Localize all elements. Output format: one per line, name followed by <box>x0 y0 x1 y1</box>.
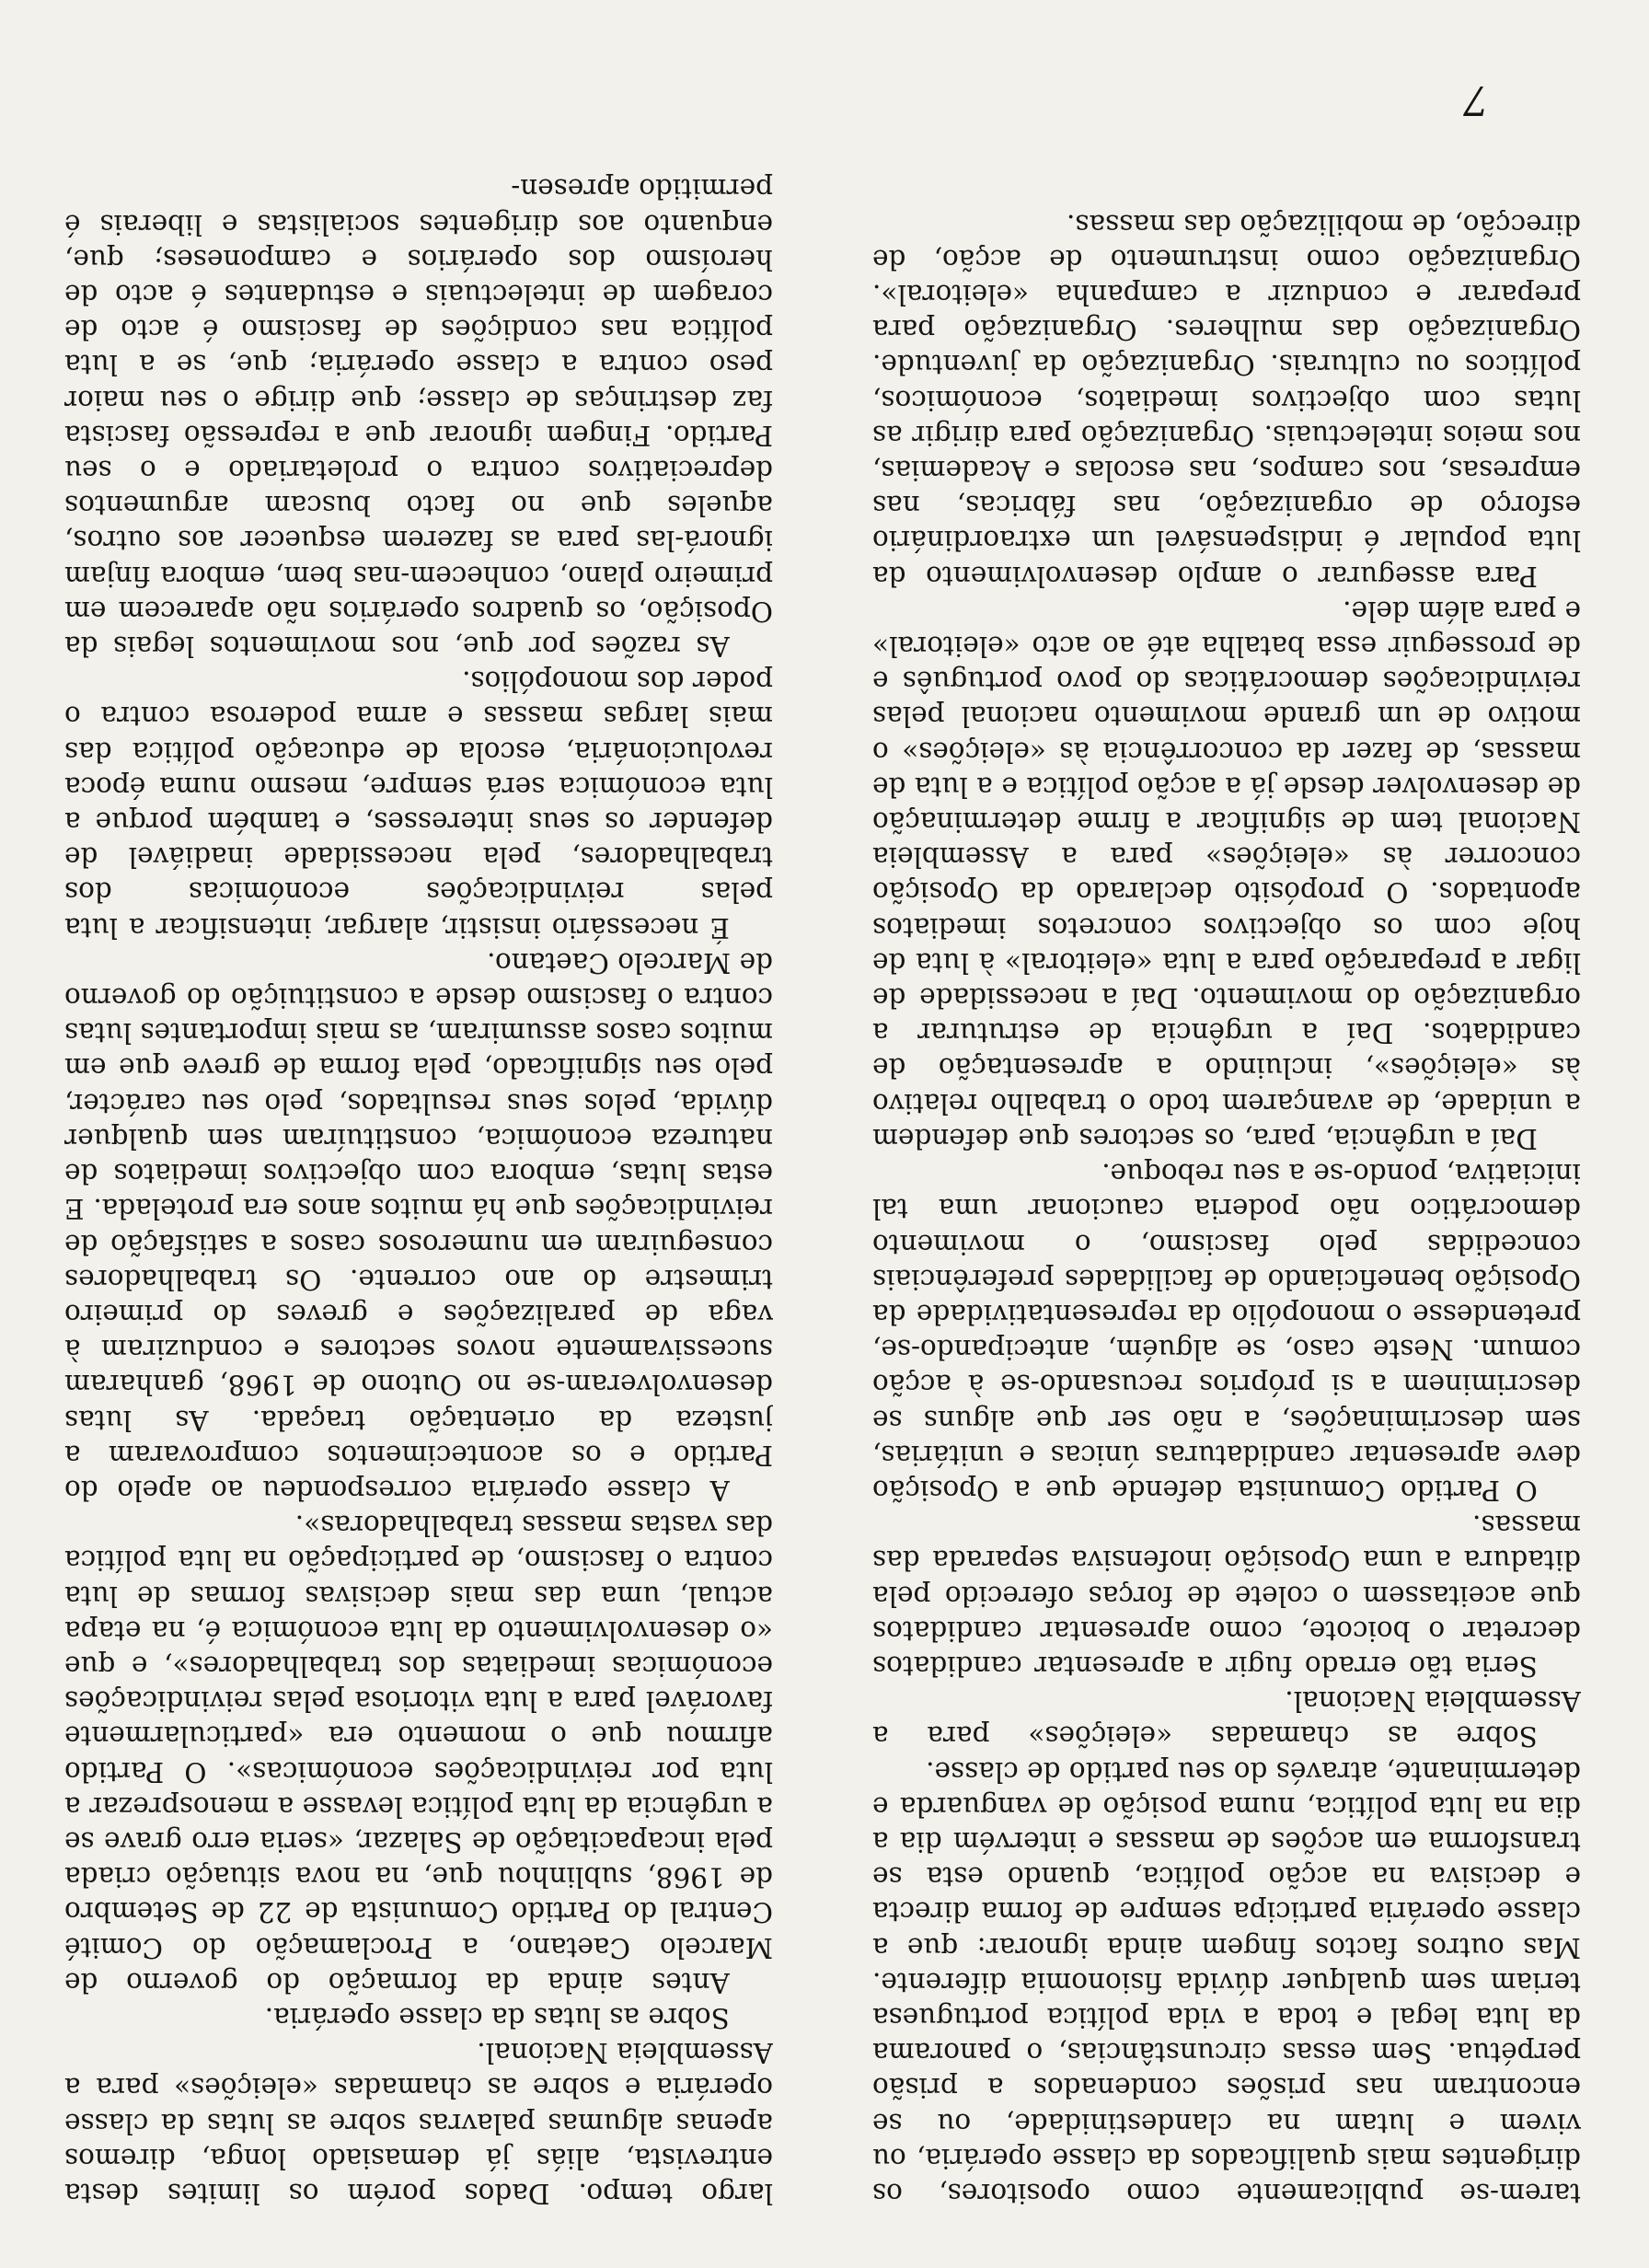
paragraph: largo tempo. Dados porém os limites desta entrevista, aliás já demasiado longa, diremos apenas algumas palavras sobre as lutas da classe operária e sobre as chamadas «eleições» para a Assembleia Nacional. <box>64 2037 773 2209</box>
paragraph: A classe operária correspondeu ao apelo do Partido e os acontecimentos comprovaram a justeza da orientação traçada. As lutas desenvolveram-se no Outono de 1968, ganharam sucessivamente novos sectores e conduziram à vaga de paralizações e greves do primeiro trimestre do ano corrente. Os trabalhadores conseguiram em numerosos casos a satisfação de reivindicações que há muitos anos era protelada. E estas lutas, embora com objectivos imediatos de natureza económica, constituíram sem qualquer dúvida, pelos seus resultados, pelo seu carácter, pelo seu significado, pela forma de greve que em muitos casos assumiram, as mais importantes lutas contra o fascismo desde a constituição do governo de Marcelo Caetano. <box>64 946 773 1506</box>
column-right <box>64 66 773 2211</box>
paragraph: tarem-se publicamente como opositores, os dirigentes mais qualificados da classe operária, ou vivem e lutam na clandestinidade, ou se encontram nas prisões condenados a prisão perpétua. Sem essas circunstâncias, o panorama da luta legal e toda a vida política portuguesa teriam sem qualquer dúvida fisionomia diferente. Mas outros factos fingem ainda ignorar: que a classe operária participa sempre de forma directa e decisiva na acção política, quando esta se transforma em acções de massas e intervém dia a dia na luta política, numa posição de vanguarda e determinante, através do seu partido de classe. <box>872 1755 1581 2209</box>
page-number: 7 <box>1463 76 1489 123</box>
paragraph: Daí a urgência, para, os sectores que defendem a unidade, de avançarem todo o trabalho relativo às «eleições», incluindo a apresentação de candidatos. Daí a urgência de estruturar a organização do movimento. Daí a necessidade de ligar a preparação para a luta «eleitoral» à luta de hoje com os objectivos concretos imediatos apontados. O propósito declarado da Oposição concorrer às «eleições» para a Assembleia Nacional tem de significar a firme determinação de desenvolver desde já a acção política e a luta de massas, de fazer da concorrência às «eleições» o motivo de um grande movimento nacional pelas reivindicações democráticas do povo português e de prosseguir essa batalha até ao acto «eleitoral» e para além dele. <box>872 595 1581 1154</box>
paragraph: As razões por que, nos movimentos legais da Oposição, os quadros operários não aparecem em primeiro plano, conhecem-nas bem, embora finjam ignorá-las para as fazerem esquecer aos outros, aqueles que no facto buscam argumentos depreciativos contra o proletariado e o seu Partido. Fingem ignorar que a repressão fascista faz destrinças de classe; que dirige o seu maior peso contra a classe operária; que, se a luta política nas condições de fascismo é acto de coragem de intelectuais e estudantes é acto de heroísmo dos operários e camponeses; que, enquanto aos dirigentes socialistas e liberais é permitido apresen- <box>64 173 773 663</box>
paragraph: Antes ainda da formação do governo de Marcelo Caetano, a Proclamação do Comité Central do Partido Comunista de 22 de Setembro de 1968, sublinhou que, na nova situação criada pela incapacitação de Salazar, «seria erro grave se a urgência da luta política levasse a menosprezar a luta por reivindicações económicas». O Partido afirmou que o momento era «particularmente favorável para a luta vitoriosa pelas reivindicações económicas imediatas dos trabalhadores», e que «o desenvolvimento da luta económica é, na etapa actual, uma das mais decisivas formas de luta contra o fascismo, de participação na luta política das vastas massas trabalhadoras». <box>64 1510 773 1998</box>
section-heading: Sobre as chamadas «eleições» para a Assembleia Nacional. <box>872 1685 1581 1753</box>
section-heading: Sobre as lutas da classe operária. <box>264 2001 730 2033</box>
column-left <box>872 66 1581 2211</box>
paragraph: É necessário insistir, alargar, intensificar a luta pelas reivindicações económicas dos trabalhadores, pela necessidade inadiável de defender os seus interesses, e também porque a luta económica será sempre, mesmo numa época revolucionária, escola de educação política das mais largas massas e arma poderosa contra o poder dos monopólios. <box>64 665 773 943</box>
paragraph: Seria tão errado fugir a apresentar candidatos decretar o boicote, como apresentar candidatos que aceitassem o colete de forças oferecido pela ditadura a uma Oposição inofensiva separada das massas. <box>872 1510 1581 1682</box>
paragraph: O Partido Comunista defende que a Oposição deve apresentar candidaturas únicas e unitárias, sem descriminações, a não ser que alguns se descriminem a si próprios recusando-se à acção comum. Neste caso, se alguém, antecipando-se, pretendesse o monopólio da representatividade da Oposição beneficiando de facilidades preferênciais concedidas pelo fascismo, o movimento democrático não poderia caucionar uma tal iniciativa, pondo-se a seu reboque. <box>872 1158 1581 1506</box>
paragraph: Para assegurar o amplo desenvolvimento da luta popular é indispensável um extraordinário esforço de organização, nas fábricas, nas empresas, nos campos, nas escolas e Academias, nos meios intelectuais. Organização para dirigir as lutas com objectivos imediatos, económicos, políticos ou culturais. Organização da juventude. Organização das mulheres. Organização para preparar e conduzir a campanha «eleitoral». Organização como instrumento de acção, de direcção, de mobilização das massas. <box>872 208 1581 592</box>
